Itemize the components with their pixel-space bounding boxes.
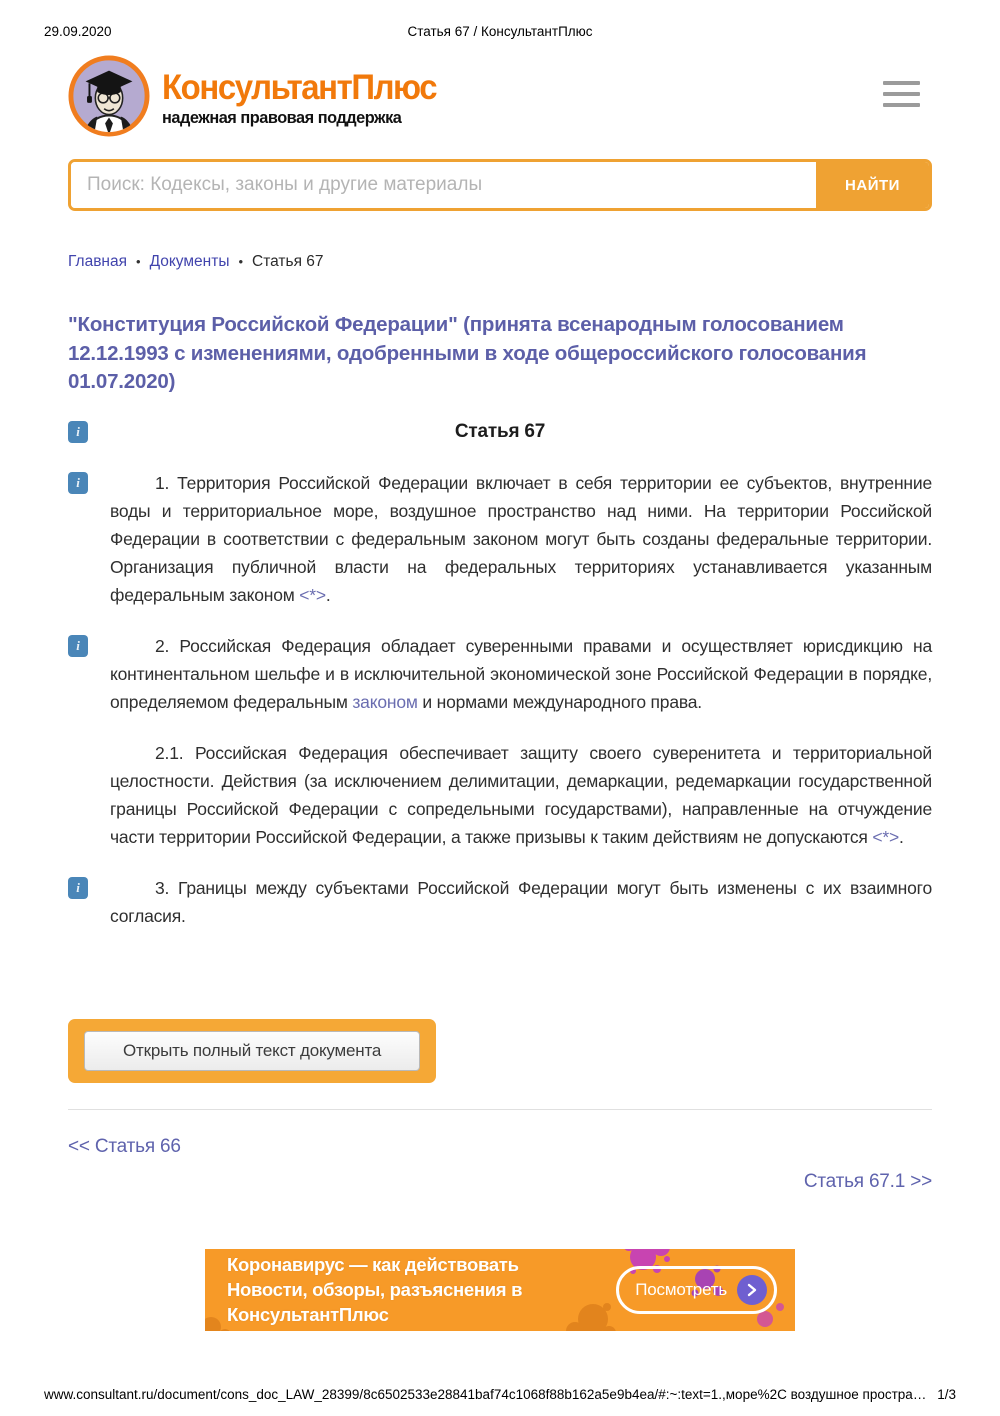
professor-logo-icon	[68, 55, 150, 137]
logo-subtitle: надежная правовая поддержка	[162, 108, 402, 127]
info-icon[interactable]: i	[68, 421, 88, 443]
breadcrumb-separator: •	[136, 254, 141, 269]
next-article-link[interactable]: Статья 67.1 >>	[803, 1171, 932, 1193]
info-icon[interactable]: i	[68, 877, 88, 899]
info-icon[interactable]: i	[68, 635, 88, 657]
print-page-number: 1/3	[937, 1387, 956, 1402]
info-icon[interactable]: i	[68, 472, 88, 494]
coronavirus-banner-ad[interactable]	[205, 1249, 795, 1331]
article-paragraph	[76, 469, 932, 609]
logo-text	[162, 64, 454, 128]
article-paragraph	[110, 739, 932, 851]
breadcrumb-item-2[interactable]: Документы	[149, 253, 230, 270]
article-paragraph	[76, 874, 932, 930]
article-paragraphs	[68, 469, 932, 930]
inline-link[interactable]: законом	[352, 692, 418, 713]
prev-article-link[interactable]: << Статья 66	[68, 1136, 181, 1158]
banner-subline: Новости, обзоры, разъяснения в КонсультантПлюс	[227, 1278, 523, 1325]
open-full-text-frame	[68, 1019, 436, 1083]
paragraph-text: 3. Границы между субъектами Российской Федерации могут быть изменены с их взаимного согласия.	[110, 878, 932, 927]
breadcrumb-item-1[interactable]: Главная	[68, 253, 127, 270]
menu-hamburger-icon[interactable]	[883, 81, 920, 114]
breadcrumb-separator: •	[238, 254, 244, 269]
breadcrumb-item-3: Статья 67	[252, 253, 324, 270]
article-heading: Статья 67	[454, 421, 546, 443]
search-bar	[68, 159, 932, 211]
paragraph-text: 1. Территория Российской Федерации включает в себя территории ее субъектов, внутренние воды и территориальное море, воздушное пространство над ними. На территории Российской Федерации в соответствии с федеральным законом могут быть созданы федеральные территории. Организация публичной власти на федеральных территориях устанавливается указанным федеральным законом	[110, 473, 932, 606]
print-date: 29.09.2020	[44, 24, 112, 39]
paragraph-text: 2. Российская Федерация обладает суверенными правами и осуществляет юрисдикцию на континентальном шельфе и в исключительной экономической зоне Российской Федерации в порядке, определяемом федеральным	[110, 636, 932, 713]
open-full-text-button[interactable]: Открыть полный текст документа	[84, 1031, 420, 1071]
consultantplus-logo[interactable]	[68, 55, 454, 137]
search-input[interactable]	[71, 162, 816, 208]
print-url: www.consultant.ru/document/cons_doc_LAW_28399/8c6502533e28841baf74c1068f88b162a5e9b4ea/#:~:text=1.,море%2C воздушное простра…	[44, 1387, 927, 1402]
breadcrumb	[68, 253, 932, 271]
print-footer	[0, 1387, 1000, 1402]
banner-view-button[interactable]	[616, 1266, 777, 1314]
article-paragraph	[76, 632, 932, 716]
logo-title: КонсультантПлюс	[162, 68, 437, 107]
divider	[68, 1109, 932, 1110]
print-page-title: Статья 67 / КонсультантПлюс	[407, 24, 593, 39]
search-button[interactable]: НАЙТИ	[816, 162, 929, 208]
paragraph-text: и нормами международного права.	[417, 692, 702, 713]
paragraph-text: .	[898, 827, 904, 848]
banner-headline: Коронавирус — как действовать	[227, 1253, 519, 1275]
article-navigation	[68, 1136, 932, 1193]
document-title: "Конституция Российской Федерации" (принята всенародным голосованием 12.12.1993 с изменениями, одобренными в ходе общероссийского голосования 01.07.2020)	[68, 313, 867, 394]
inline-link[interactable]: <*>	[299, 585, 326, 606]
inline-link[interactable]: <*>	[872, 827, 899, 848]
paragraph-text: 2.1. Российская Федерация обеспечивает защиту своего суверенитета и территориальной целостности. Действия (за исключением делимитации, демаркации, редемаркации государственной границы Российской Федерации с сопредельными государствами), направленные на отчуждение части территории Российской Федерации, а также призывы к таким действиям не допускаются	[110, 743, 932, 848]
banner-text	[227, 1253, 616, 1328]
site-header	[68, 55, 932, 137]
paragraph-text: .	[325, 585, 331, 606]
banner-view-label: Посмотреть	[635, 1280, 727, 1300]
chevron-right-icon	[737, 1275, 767, 1305]
article-heading-row	[68, 421, 932, 443]
print-header	[0, 0, 1000, 39]
